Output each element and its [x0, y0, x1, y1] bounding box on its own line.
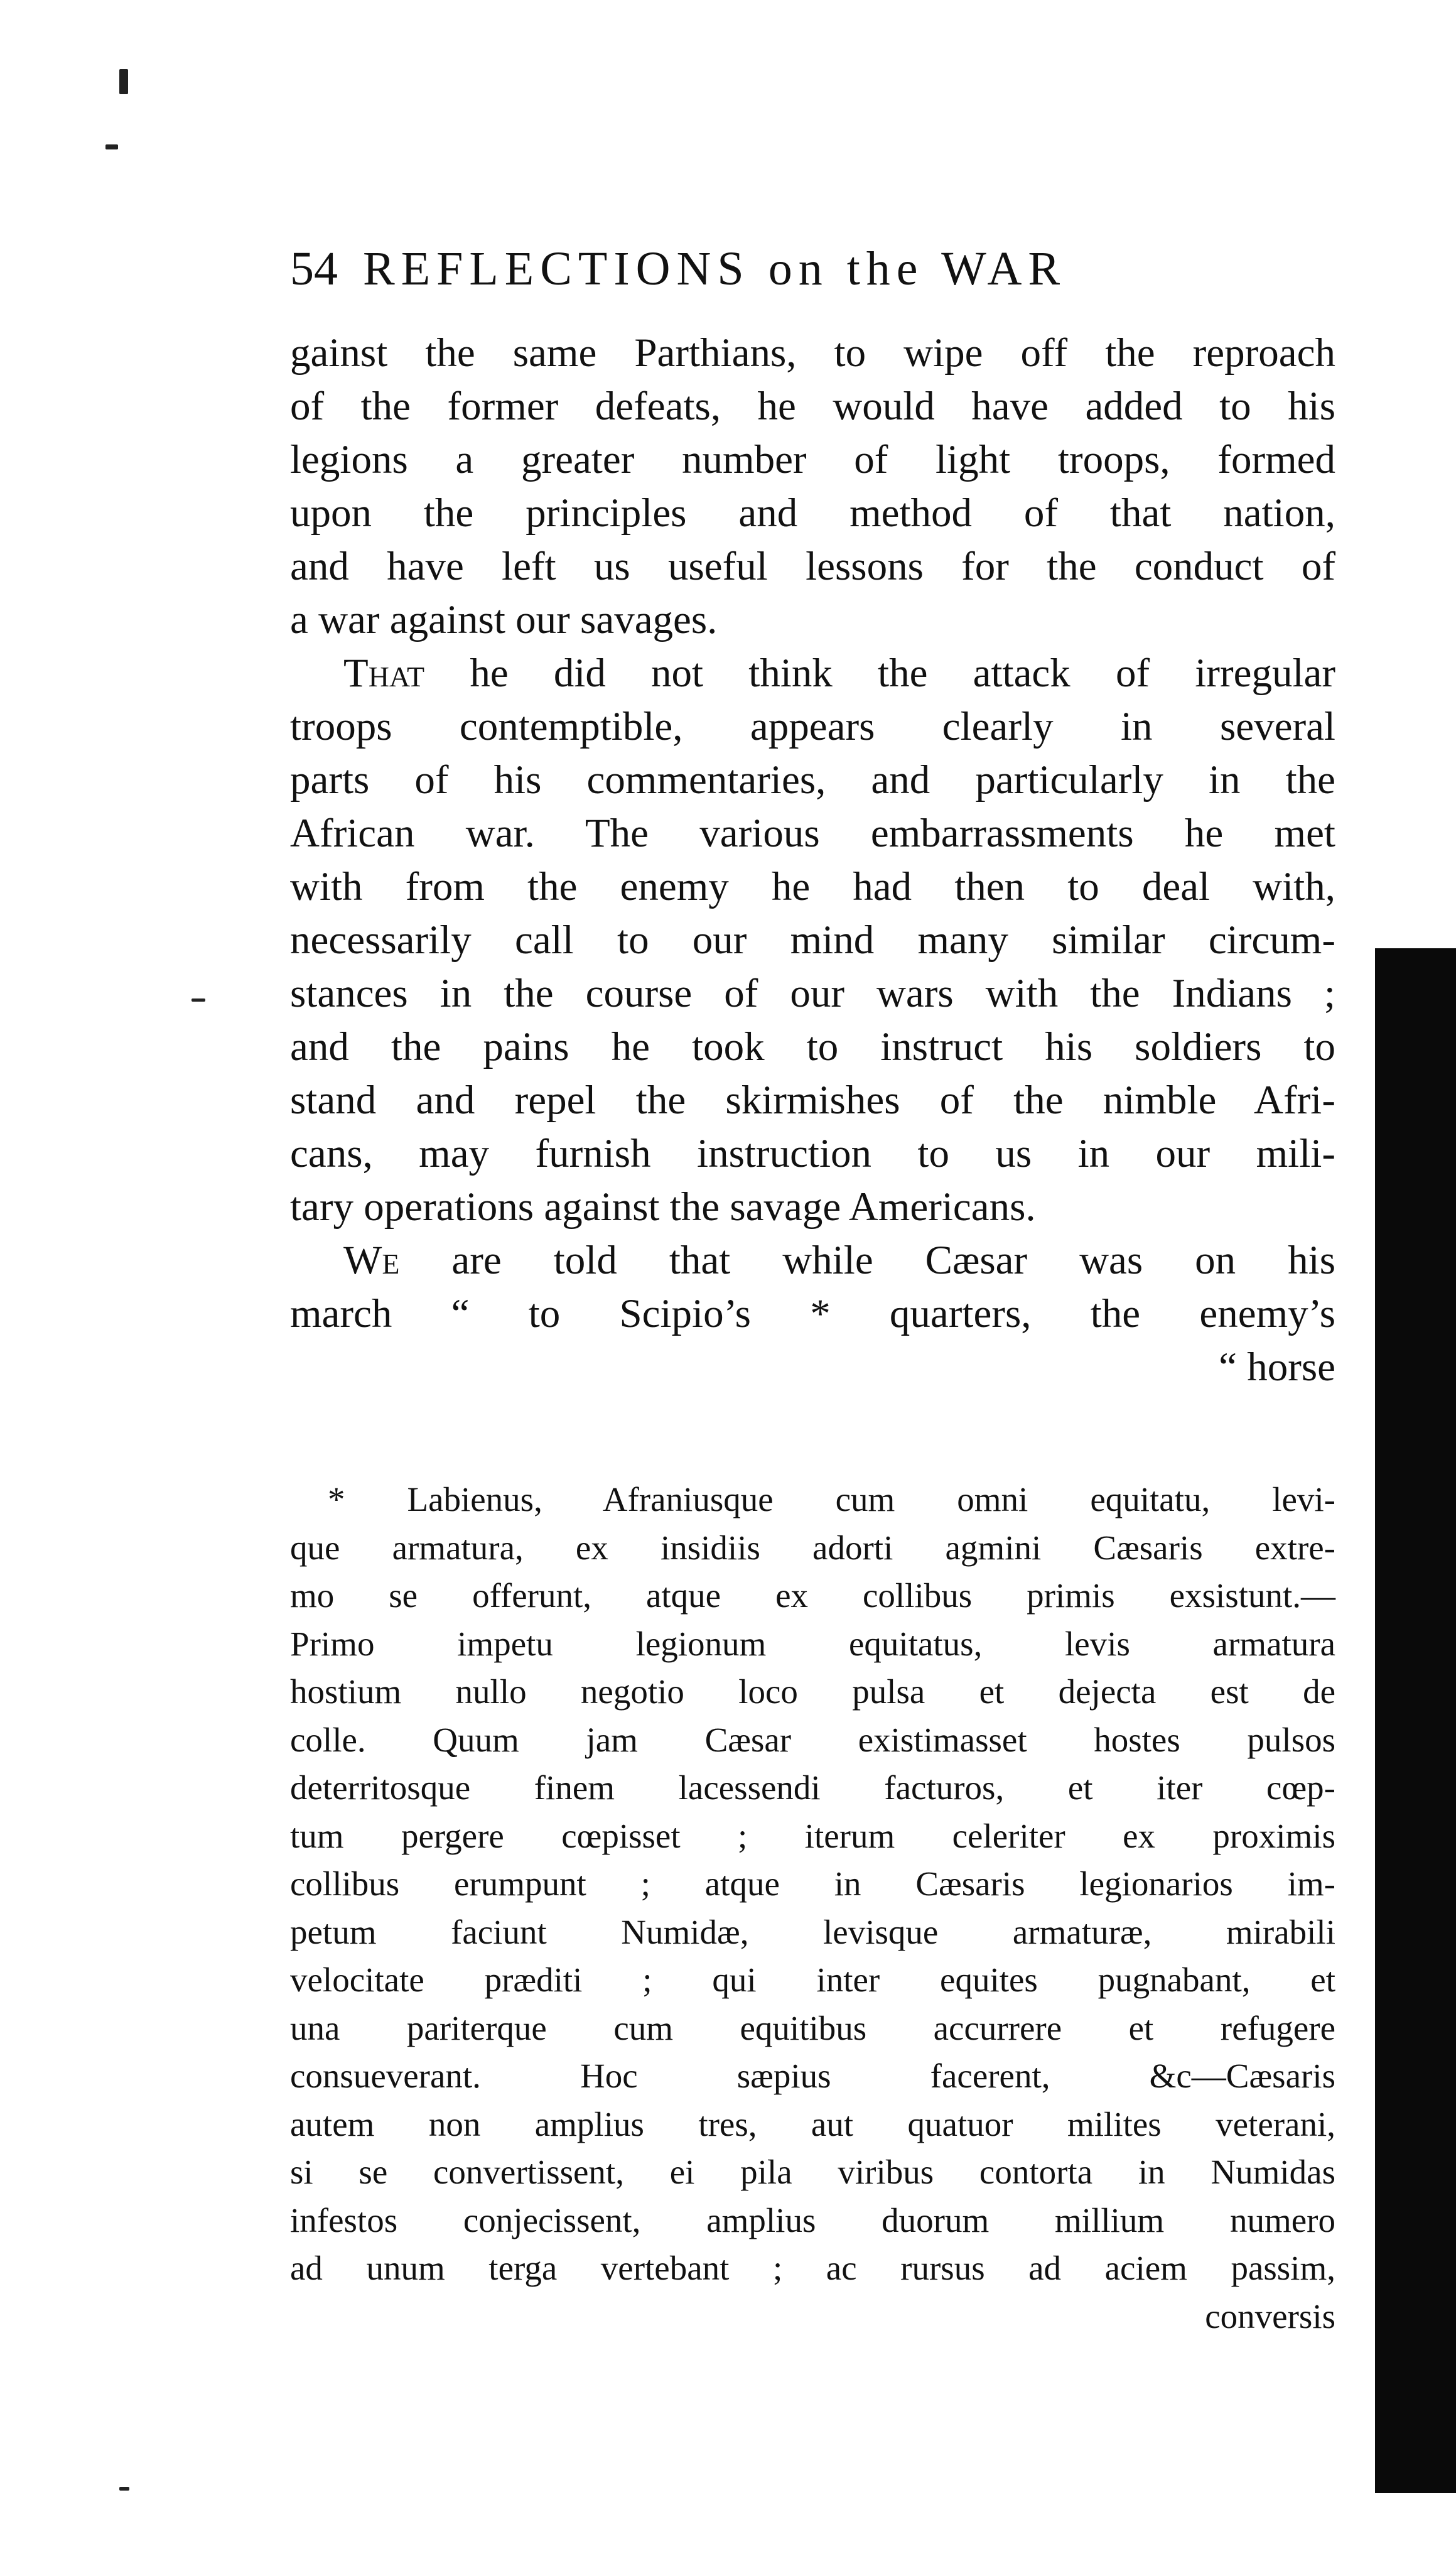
text-line: upon the principles and method of that nation, [290, 490, 1335, 536]
footnote-line: * Labienus, Afraniusque cum omni equitatu, levi- [328, 1480, 1335, 1518]
footnote-catchword: conversis [1205, 2297, 1335, 2335]
text-line: of the former defeats, he would have added to his [290, 384, 1335, 429]
catchword: “ horse [1219, 1345, 1335, 1390]
footnote-line: infestos conjecissent, amplius duorum millium numero [290, 2200, 1335, 2239]
running-title: REFLECTIONS on the WAR [363, 242, 1067, 295]
footnote-line: colle. Quum jam Cæsar existimasset hostes pulsos [290, 1720, 1335, 1759]
footnote-line: autem non amplius tres, aut quatuor milites veterani, [290, 2104, 1335, 2143]
footnote-line: consueverant. Hoc sæpius facerent, &c—Cæsaris [290, 2057, 1335, 2095]
footnote-line: ad unum terga vertebant ; ac rursus ad aciem passim, [290, 2249, 1335, 2287]
scan-speck [119, 69, 128, 94]
text-line: and have left us useful lessons for the conduct of [290, 544, 1335, 589]
text-line: march “ to Scipio’s * quarters, the enemy’s [290, 1291, 1335, 1336]
footnote [290, 1476, 1335, 2341]
text-line: parts of his commentaries, and particularly in the [290, 757, 1335, 803]
text-run: are told that while Cæsar was on his [451, 1238, 1335, 1283]
running-head [290, 242, 1351, 296]
text-run: he did not think the attack of irregular [470, 651, 1335, 696]
text-line: stances in the course of our wars with the Indians ; [290, 971, 1335, 1016]
text-line: troops contemptible, appears clearly in several [290, 704, 1335, 749]
scan-speck [119, 2487, 129, 2491]
paragraph-start [290, 1234, 1335, 1287]
footnote-line: una pariterque cum equitibus accurrere et refugere [290, 2008, 1335, 2047]
footnote-line: si se convertissent, ei pila viribus contorta in Numidas [290, 2153, 1335, 2191]
main-text [290, 327, 1335, 1394]
text-line: African war. The various embarrassments he met [290, 811, 1335, 856]
paragraph-lead-word: We [343, 1238, 400, 1283]
footnote-line: velocitate præditi ; qui inter equites pugnabant, et [290, 1961, 1335, 1999]
paragraph-start [290, 647, 1335, 700]
footnote-line: petum faciunt Numidæ, levisque armaturæ, mirabili [290, 1912, 1335, 1951]
text-line: and the pains he took to instruct his soldiers to [290, 1024, 1335, 1069]
footnote-line: deterritosque finem lacessendi facturos, et iter cœp- [290, 1768, 1335, 1807]
footnote-line: hostium nullo negotio loco pulsa et dejecta est de [290, 1672, 1335, 1711]
text-line: stand and repel the skirmishes of the nimble Afri- [290, 1078, 1335, 1123]
page-number: 54 [290, 242, 338, 295]
text-line: gainst the same Parthians, to wipe off the reproach [290, 330, 1335, 376]
footnote-line: mo se offerunt, atque ex collibus primis exsistunt.— [290, 1576, 1335, 1615]
scan-speck [191, 998, 205, 1002]
text-line: tary operations against the savage Americans. [290, 1184, 1036, 1230]
text-line: legions a greater number of light troops, formed [290, 437, 1335, 482]
footnote-line: que armatura, ex insidiis adorti agmini Cæsaris extre- [290, 1528, 1335, 1567]
text-line: with from the enemy he had then to deal with, [290, 864, 1335, 909]
paragraph-lead-word: That [343, 651, 425, 696]
footnote-line: collibus erumpunt ; atque in Cæsaris legionarios im- [290, 1864, 1335, 1903]
scan-speck [105, 144, 118, 149]
text-line: necessarily call to our mind many similar circum- [290, 917, 1335, 963]
text-line: a war against our savages. [290, 597, 718, 642]
footnote-line: Primo impetu legionum equitatus, levis armatura [290, 1624, 1335, 1663]
scan-edge-shadow [1375, 948, 1456, 2493]
footnote-line: tum pergere cœpisset ; iterum celeriter ex proximis [290, 1816, 1335, 1855]
text-line: cans, may furnish instruction to us in our mili- [290, 1131, 1335, 1176]
